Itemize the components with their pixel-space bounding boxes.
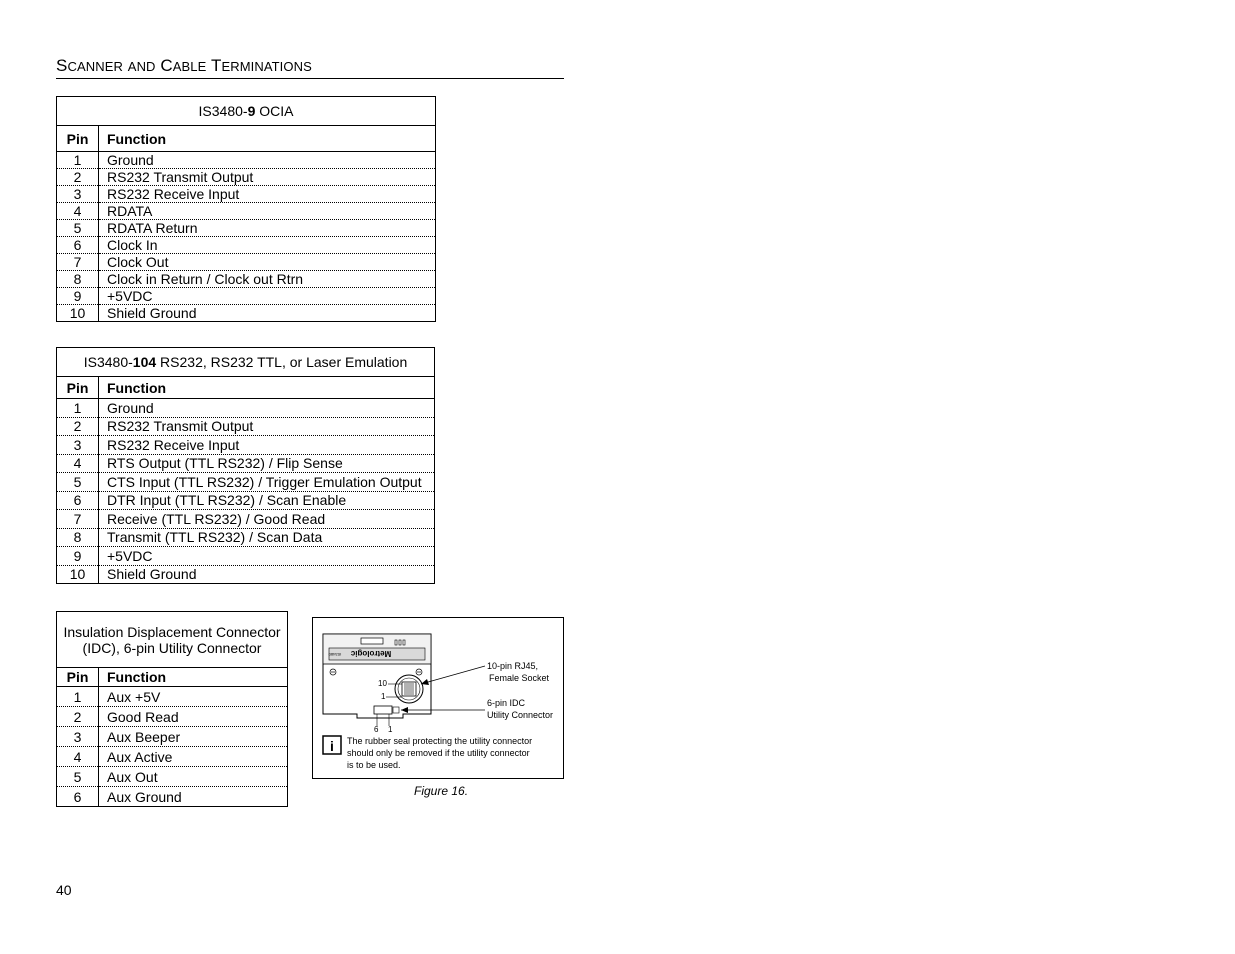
column-header-function: Function (99, 126, 436, 152)
page-number: 40 (56, 882, 72, 898)
pin-label-10: 10 (378, 679, 387, 688)
table-row: 9 +5VDC (57, 288, 436, 305)
table-row: 6 DTR Input (TTL RS232) / Scan Enable (57, 491, 435, 510)
page-title (56, 56, 564, 79)
table-row: 6 Aux Ground (57, 787, 288, 807)
connector-figure (312, 617, 564, 779)
pin-label-6: 6 (374, 725, 379, 734)
table-row: 9 +5VDC (57, 547, 435, 566)
model-logo-text: IS3480 (328, 652, 342, 657)
table-title: IS3480-104 RS232, RS232 TTL, or Laser Emulation (57, 348, 435, 377)
pin-label-1: 1 (381, 692, 386, 701)
idc-connector (374, 706, 392, 714)
table-row: 8 Transmit (TTL RS232) / Scan Data (57, 528, 435, 547)
column-header-pin: Pin (57, 126, 99, 152)
note-line-3: is to be used. (347, 760, 401, 770)
column-header-pin: Pin (57, 377, 99, 399)
idc-connector-tab (393, 707, 399, 713)
column-header-function: Function (99, 377, 435, 399)
note-line-2: should only be removed if the utility connector (347, 748, 530, 758)
table-row: 5 Aux Out (57, 767, 288, 787)
table-row: 5 CTS Input (TTL RS232) / Trigger Emulation Output (57, 473, 435, 492)
column-header-pin: Pin (57, 668, 99, 687)
table-row: 8 Clock in Return / Clock out Rtrn (57, 271, 436, 288)
pinout-table-rs232 (56, 347, 435, 584)
table-row: 4 RTS Output (TTL RS232) / Flip Sense (57, 454, 435, 473)
table-row: 7 Clock Out (57, 254, 436, 271)
page-title-text: SCANNER AND CABLE TERMINATIONS (56, 56, 312, 75)
svg-text:i: i (330, 738, 334, 754)
table-row: 3 RS232 Receive Input (57, 436, 435, 455)
pin-label-1b: 1 (388, 725, 393, 734)
table-row: 1 Ground (57, 152, 436, 169)
table-row: 3 Aux Beeper (57, 727, 288, 747)
table-row: 10 Shield Ground (57, 305, 436, 322)
table-row: 5 RDATA Return (57, 220, 436, 237)
table-row: 4 RDATA (57, 203, 436, 220)
table-row: 2 RS232 Transmit Output (57, 417, 435, 436)
brand-logo-text: Metrologic (350, 649, 392, 658)
column-header-function: Function (99, 668, 288, 687)
rj45-label-line2: Female Socket (489, 673, 550, 683)
note-line-1: The rubber seal protecting the utility connector (347, 736, 533, 746)
table-row: 2 Good Read (57, 707, 288, 727)
table-row: 6 Clock In (57, 237, 436, 254)
table-title: IS3480-9 OCIA (57, 97, 436, 126)
figure-caption: Figure 16. (414, 784, 469, 798)
table-row: 1 Aux +5V (57, 687, 288, 707)
led-indicators (395, 640, 405, 645)
table-row: 3 RS232 Receive Input (57, 186, 436, 203)
table-row: 7 Receive (TTL RS232) / Good Read (57, 510, 435, 529)
scanner-rear-diagram (313, 618, 565, 780)
scanner-window (361, 638, 383, 644)
table-row: 2 RS232 Transmit Output (57, 169, 436, 186)
pinout-table-ocia (56, 96, 436, 322)
table-row: 10 Shield Ground (57, 565, 435, 584)
table-row: 1 Ground (57, 399, 435, 418)
rj45-label-line1: 10-pin RJ45, (487, 661, 539, 671)
idc-label-line2: Utility Connector (487, 710, 554, 720)
table-title: Insulation Displacement Connector (IDC), 6-pin Utility Connector (57, 612, 288, 668)
pinout-table-idc (56, 611, 288, 807)
info-icon (323, 736, 341, 754)
idc-label-line1: 6-pin IDC (487, 698, 526, 708)
table-row: 4 Aux Active (57, 747, 288, 767)
